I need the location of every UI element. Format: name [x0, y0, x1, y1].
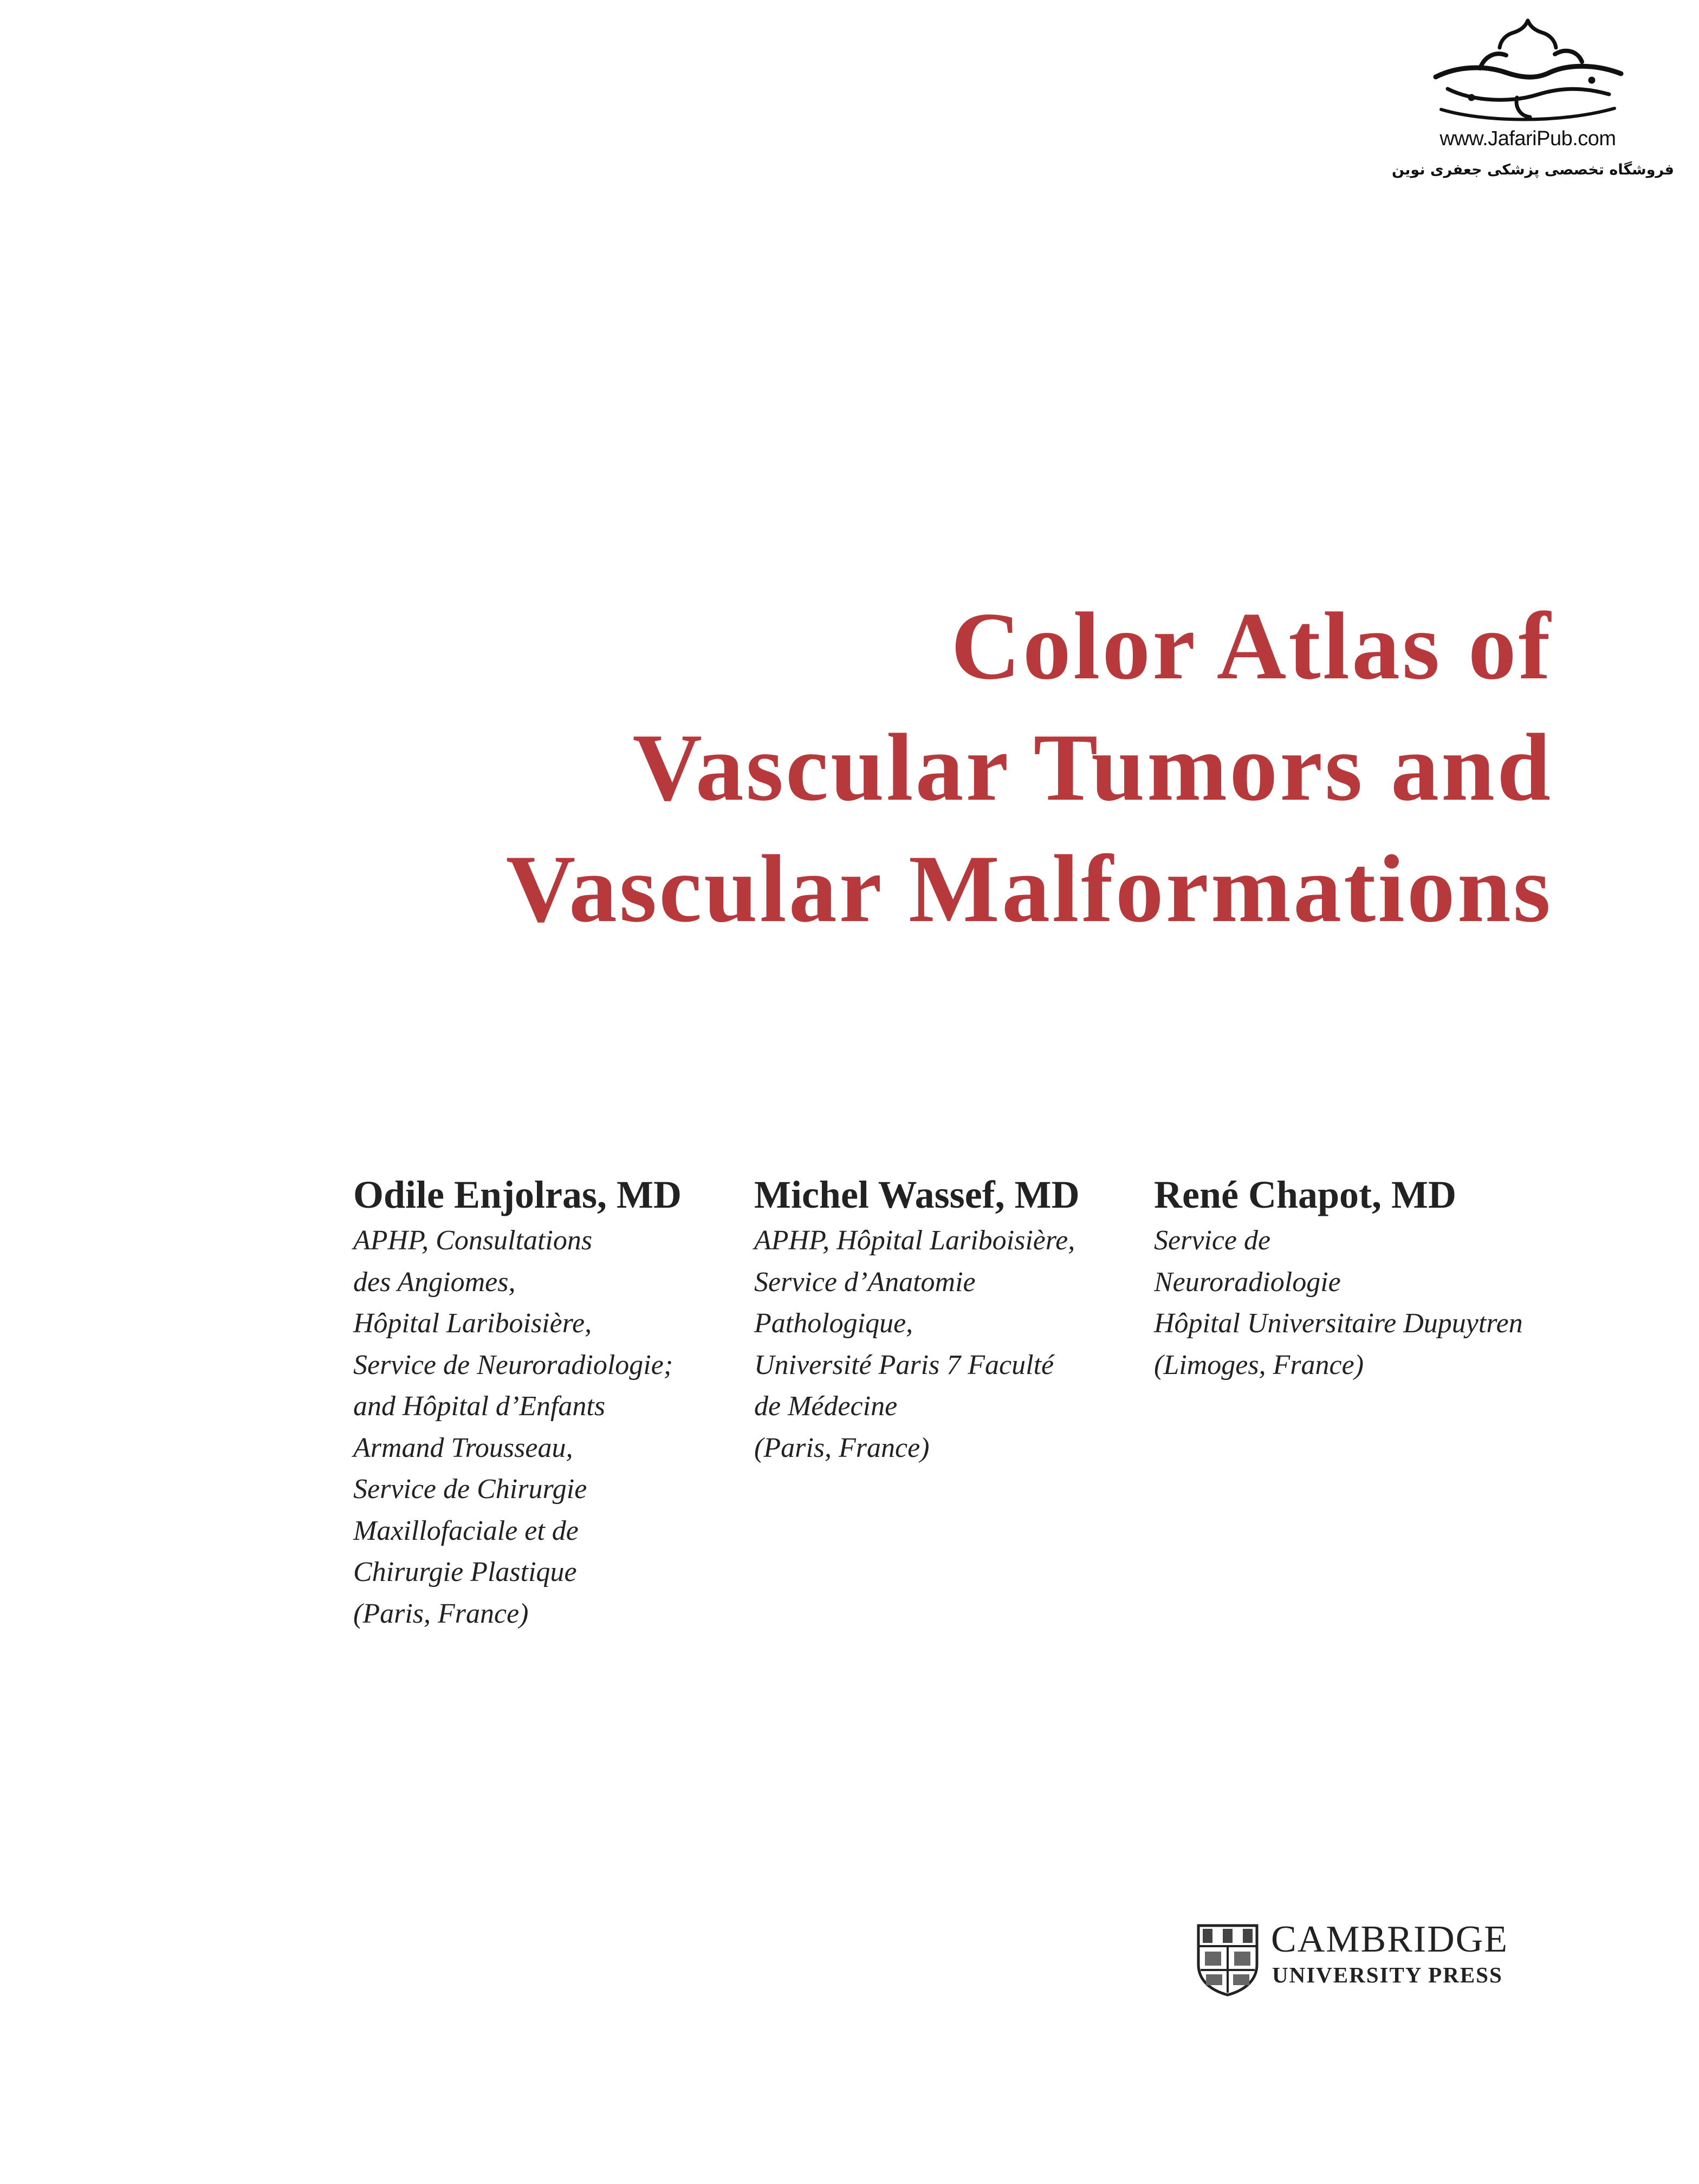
university-crest-icon	[1195, 1922, 1260, 1997]
author-affiliation	[353, 1220, 732, 1635]
author-affiliation	[1154, 1220, 1587, 1386]
affiliation-line: APHP, Consultations	[353, 1225, 593, 1256]
affiliation-line: (Paris, France)	[353, 1598, 529, 1629]
affiliation-line: Hôpital Universitaire Dupuytren	[1154, 1308, 1523, 1339]
affiliation-line: APHP, Hôpital Lariboisière,	[754, 1225, 1075, 1256]
publisher-watermark	[1387, 16, 1674, 195]
affiliation-line: Chirurgie Plastique	[353, 1557, 577, 1587]
title-line-3: Vascular Malformations	[505, 835, 1553, 942]
publisher-name: CAMBRIDGE	[1271, 1919, 1509, 1960]
affiliation-line: Maxillofaciale et de	[353, 1515, 579, 1546]
affiliation-line: (Limoges, France)	[1154, 1349, 1364, 1381]
affiliation-line: Neuroradiologie	[1154, 1266, 1341, 1298]
affiliation-line: Armand Trousseau,	[353, 1432, 573, 1463]
publisher-subtitle: UNIVERSITY PRESS	[1272, 1962, 1503, 1987]
affiliation-line: des Angiomes,	[353, 1266, 516, 1298]
affiliation-line: Hôpital Lariboisière,	[353, 1308, 592, 1339]
publisher-tagline: فروشگاه تخصصی پزشکی جعفری نوین	[1392, 161, 1674, 178]
affiliation-line: de Médecine	[754, 1391, 898, 1422]
title-line-1: Color Atlas of	[951, 592, 1553, 699]
affiliation-line: Service de Chirurgie	[353, 1474, 587, 1505]
title-line-2: Vascular Tumors and	[632, 714, 1553, 821]
author-block-chapot	[1154, 1170, 1587, 1386]
author-name: René Chapot, MD	[1154, 1173, 1456, 1216]
affiliation-line: Pathologique,	[754, 1308, 913, 1339]
author-name: Odile Enjolras, MD	[353, 1173, 682, 1216]
affiliation-line: (Paris, France)	[754, 1432, 930, 1463]
author-affiliation	[754, 1220, 1133, 1469]
affiliation-line: Service d’Anatomie	[754, 1266, 976, 1298]
author-block-enjolras	[353, 1170, 732, 1635]
affiliation-line: Université Paris 7 Faculté	[754, 1349, 1054, 1381]
affiliation-line: and Hôpital d’Enfants	[353, 1391, 606, 1422]
affiliation-line: Service de	[1154, 1225, 1271, 1256]
book-title	[307, 585, 1553, 949]
publisher-url[interactable]: www.JafariPub.com	[1439, 127, 1616, 150]
publisher-logo	[1195, 1918, 1553, 1999]
author-block-wassef	[754, 1170, 1133, 1469]
calligraphy-logo-icon	[1419, 16, 1636, 130]
author-name: Michel Wassef, MD	[754, 1173, 1080, 1216]
affiliation-line: Service de Neuroradiologie;	[353, 1349, 673, 1381]
